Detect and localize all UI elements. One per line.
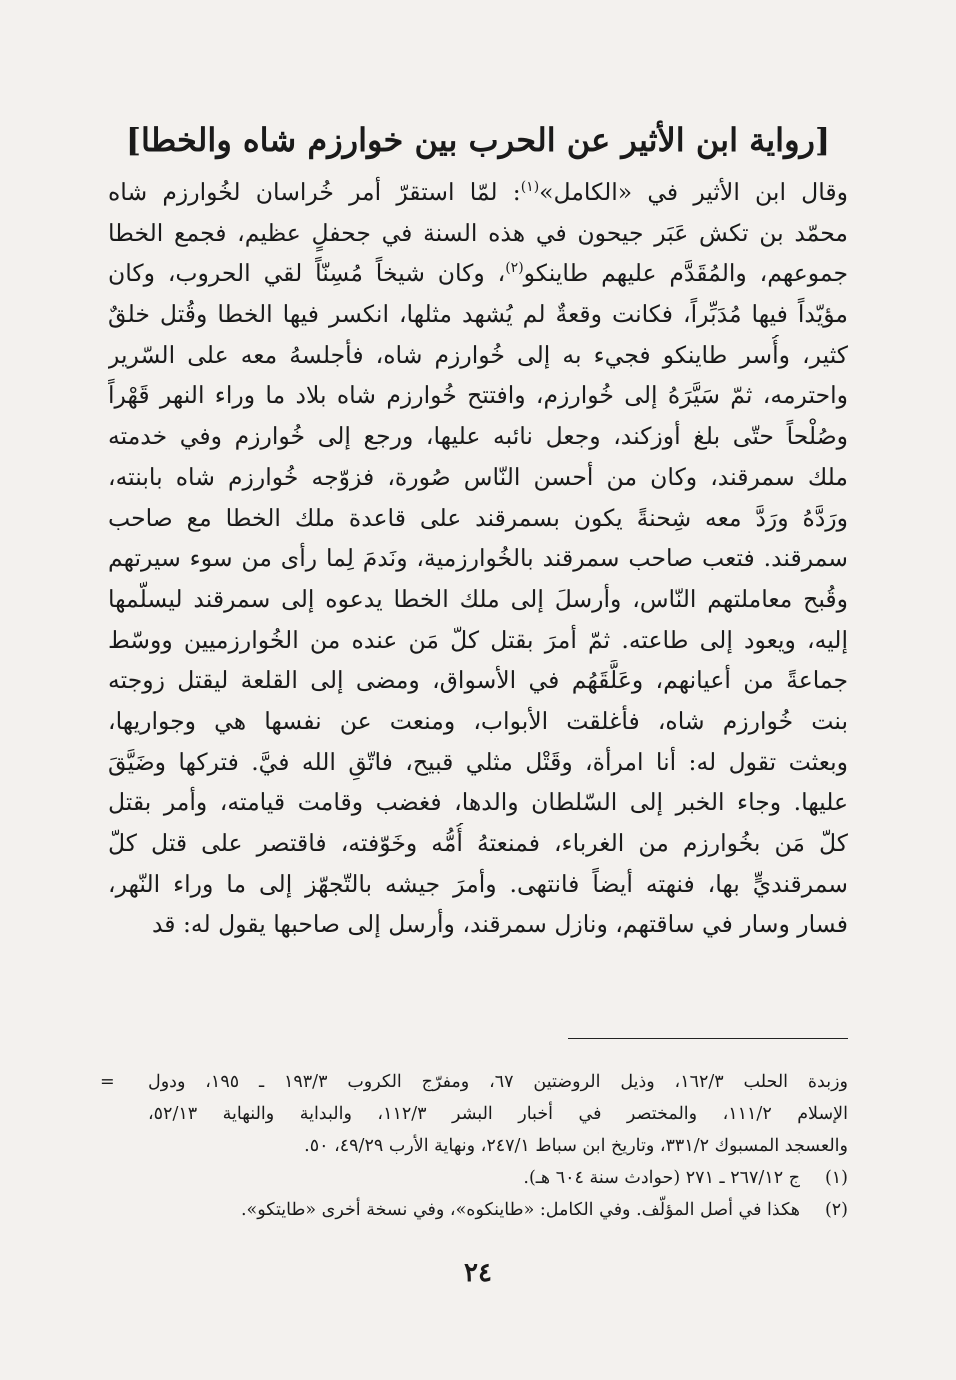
- footnote-continuation: والعسجد المسبوك ٣٣١/٢، وتاريخ ابن سباط ٢٤٧/١، ونهاية الأرب ٤٩/٢٩، ٥٠.: [304, 1136, 848, 1156]
- body-line: جموعهم، والمُقَدَّم عليهم طاينكو$^{(٢)}$، وكان شيخاً مُسِنّاً لقي الحروب، وكان: [108, 259, 848, 288]
- footnote-separator: [568, 1038, 848, 1039]
- body-line: وبعثت تقول له: أنا امرأة، وقَتْل مثلي قبيح، فاتّقِ الله فيَّ. فتركها وضَيَّقَ: [108, 747, 848, 776]
- footnote-continuation: الإسلام ١١١/٢، والمختصر في أخبار البشر ١١٢/٣، والبداية والنهاية ٥٢/١٣،: [148, 1104, 848, 1124]
- footnote-1: [100, 1162, 848, 1194]
- body-line: وقال ابن الأثير في «الكامل»$^{(١)}$: لمّا استقرّ أمر خُراسان لخُوارزم شاه: [108, 178, 848, 206]
- body-line: ورَدَّهُ ورَدَّ معه شِحنةً يكون بسمرقند على قاعدة ملك الخطا مع صاحب: [108, 503, 848, 532]
- body-line: عليها. وجاء الخبر إلى السّلطان والدها، فغضب وقامت قيامته، وأمر بقتل: [108, 788, 848, 817]
- body-line: كلّ مَن بخُوارزم من الغرباء، فمنعتهُ أُمُّه وخَوّفته، فاقتصر على قتل كلّ: [108, 829, 848, 857]
- footnote-text: هكذا في أصل المؤلّف. وفي الكامل: «طاينكوه»، وفي نسخة أخرى «طايتكو».: [240, 1200, 800, 1220]
- footnote-2: [100, 1194, 848, 1226]
- footnote-mark: (٢): [824, 1200, 848, 1220]
- body-line: وصُلْحاً حتّى بلغ أوزكند، وجعل نائبه عليها، ورجع إلى خُوارزم وفي خدمته: [108, 422, 848, 451]
- section-heading: [رواية ابن الأثير عن الحرب بين خوارزم شاه والخطا]: [125, 121, 831, 159]
- page-number: ٢٤: [464, 1258, 492, 1288]
- body-line: إليه، ويعود إلى طاعته. ثمّ أمرَ بقتل كلّ مَن عنده من الخُوارزميين ووسّط: [108, 625, 848, 654]
- body-line: فسار وسار في ساقتهم، ونازل سمرقند، وأرسل إلى صاحبها يقول له: قد: [151, 910, 848, 939]
- body-line: وقُبح معاملتهم النّاس، وأرسلَ إلى ملك الخطا يدعوه إلى سمرقند ليسلّمها: [108, 584, 848, 613]
- body-line: واحترمه، ثمّ سَيَّرَهُ إلى خُوارزم، وافتتح خُوارزم شاه بلاد ما وراء النهر قَهْراً: [108, 381, 848, 410]
- continuation-mark: =: [100, 1072, 115, 1092]
- footnote-ref[interactable]: (٢): [505, 260, 524, 277]
- body-line: جماعةً من أعيانهم، وعَلَّقَهُم في الأسواق، ومضى إلى القلعة ليقتل زوجته: [108, 666, 848, 695]
- footnote-continuation: وزبدة الحلب ١٦٢/٣، وذيل الروضتين ٦٧، ومفرّج الكروب ١٩٣/٣ ـ ١٩٥، ودول =: [100, 1066, 848, 1098]
- body-line: مؤيّداً فيها مُدَبِّراً، فكانت وقعةٌ لم يُشهد مثلها، انكسر فيها الخطا وقُتل خلقٌ: [108, 300, 848, 329]
- footnote-mark: (١): [824, 1168, 848, 1188]
- body-line: بنت خُوارزم شاه، فأغلقت الأبواب، ومنعت عن نفسها هي وجواريها،: [108, 706, 848, 735]
- body-line: كثير، وأُسر طاينكو فجيء به إلى خُوارزم شاه، فأجلسهُ معه على السّرير: [108, 340, 848, 369]
- body-line: سمرقنديٍّ بها، فنهته أيضاً فانتهى. وأمرَ جيشه بالتّجهّز إلى ما وراء النّهر،: [108, 869, 848, 898]
- body-line: سمرقند. فتعب صاحب سمرقند بالخُوارزمية، ونَدمَ لِما رأى من سوء سيرتهم: [108, 544, 848, 573]
- footnotes: [100, 1066, 848, 1226]
- footnote-text: ج ٢٦٧/١٢ ـ ٢٧١ (حوادث سنة ٦٠٤ هـ).: [523, 1168, 800, 1188]
- body-line: محمّد بن تكش عَبَر جيحون في هذه السنة في جحفلٍ عظيم، فجمع الخطا: [108, 218, 848, 247]
- body-line: ملك سمرقند، وكان من أحسن النّاس صُورة، فزوّجه خُوارزم شاه بابنته،: [108, 462, 848, 491]
- body-text: [108, 172, 848, 945]
- footnote-ref[interactable]: (١): [520, 179, 540, 196]
